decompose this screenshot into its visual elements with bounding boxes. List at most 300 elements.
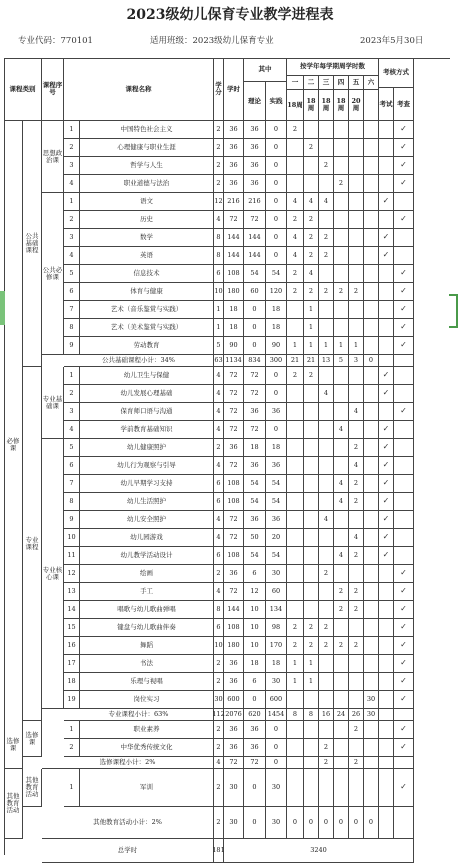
row-t5 xyxy=(349,319,364,337)
row-hours: 72 xyxy=(224,757,244,769)
row-hours: 144 xyxy=(224,229,244,247)
row-course-name: 幼儿园游戏 xyxy=(80,529,214,547)
row-t2 xyxy=(304,121,319,139)
row-exam xyxy=(379,265,394,283)
row-t4 xyxy=(334,565,349,583)
row-t2: 4 xyxy=(304,265,319,283)
row-t3 xyxy=(319,319,334,337)
row-t6 xyxy=(364,319,379,337)
subtotal-label: 公共基础课程小计：34% xyxy=(64,355,214,367)
row-t6 xyxy=(364,655,379,673)
row-t3 xyxy=(319,175,334,193)
row-theory: 0 xyxy=(244,319,266,337)
row-credit: 112 xyxy=(214,709,224,721)
group-major: 专业课程 xyxy=(23,367,42,721)
row-t3 xyxy=(319,457,334,475)
row-seq: 5 xyxy=(64,439,80,457)
row-t5 xyxy=(349,691,364,709)
row-t3 xyxy=(319,403,334,421)
row-t2: 1 xyxy=(304,337,319,355)
row-t4: 2 xyxy=(334,583,349,601)
row-theory: 0 xyxy=(244,691,266,709)
row-t2: 4 xyxy=(304,193,319,211)
row-course-name: 保育师口语与沟通 xyxy=(80,403,214,421)
row-exam: ✓ xyxy=(379,421,394,439)
row-hours: 36 xyxy=(224,175,244,193)
row-t2 xyxy=(304,601,319,619)
row-t6 xyxy=(364,265,379,283)
row-credit: 2 xyxy=(214,769,224,807)
header-check: 考查 xyxy=(394,88,414,121)
row-hours: 72 xyxy=(224,421,244,439)
row-exam xyxy=(379,691,394,709)
row-t4 xyxy=(334,139,349,157)
row-practice: 36 xyxy=(266,403,287,421)
row-exam: ✓ xyxy=(379,457,394,475)
row-exam: ✓ xyxy=(379,493,394,511)
row-t6 xyxy=(364,139,379,157)
row-credit: 63 xyxy=(214,355,224,367)
row-credit: 8 xyxy=(214,229,224,247)
row-check xyxy=(394,457,414,475)
row-hours: 18 xyxy=(224,301,244,319)
row-credit: 2 xyxy=(214,439,224,457)
row-t4: 0 xyxy=(334,807,349,839)
row-t5: 2 xyxy=(349,637,364,655)
row-t6 xyxy=(364,193,379,211)
header-weeks-1: 18周 xyxy=(287,90,304,121)
row-t4: 5 xyxy=(334,355,349,367)
row-exam xyxy=(379,337,394,355)
row-course-name: 幼儿卫生与保健 xyxy=(80,367,214,385)
row-seq: 7 xyxy=(64,301,80,319)
row-practice: 18 xyxy=(266,655,287,673)
row-t3: 13 xyxy=(319,355,334,367)
row-exam xyxy=(379,655,394,673)
row-t3 xyxy=(319,493,334,511)
row-practice: 170 xyxy=(266,637,287,655)
row-t6 xyxy=(364,721,379,739)
row-t5 xyxy=(349,175,364,193)
row-hours: 36 xyxy=(224,721,244,739)
header-weekly: 按学年每学期周学时数 xyxy=(287,58,379,76)
row-check: ✓ xyxy=(394,637,414,655)
row-exam: ✓ xyxy=(379,193,394,211)
row-hours: 1134 xyxy=(224,355,244,367)
header-term-5: 五 xyxy=(349,76,364,90)
row-course-name: 英语 xyxy=(80,247,214,265)
row-seq: 1 xyxy=(64,367,80,385)
row-theory: 0 xyxy=(244,807,266,839)
row-t1 xyxy=(287,301,304,319)
row-course-name: 手工 xyxy=(80,583,214,601)
row-check xyxy=(394,421,414,439)
row-t4: 2 xyxy=(334,283,349,301)
header-weeks-3: 18周 xyxy=(319,90,334,121)
row-t3 xyxy=(319,475,334,493)
row-t4 xyxy=(334,769,349,807)
row-t6 xyxy=(364,247,379,265)
row-seq: 10 xyxy=(64,529,80,547)
row-practice: 600 xyxy=(266,691,287,709)
row-credit: 4 xyxy=(214,757,224,769)
row-t5 xyxy=(349,193,364,211)
row-t2 xyxy=(304,385,319,403)
row-practice: 1454 xyxy=(266,709,287,721)
row-seq: 11 xyxy=(64,547,80,565)
row-t2 xyxy=(304,721,319,739)
row-t5: 0 xyxy=(349,807,364,839)
row-practice: 18 xyxy=(266,319,287,337)
row-theory: 36 xyxy=(244,175,266,193)
row-practice: 54 xyxy=(266,547,287,565)
row-t1 xyxy=(287,511,304,529)
row-theory: 18 xyxy=(244,439,266,457)
row-seq: 13 xyxy=(64,583,80,601)
row-hours: 72 xyxy=(224,403,244,421)
row-course-name: 乐理与视唱 xyxy=(80,673,214,691)
row-exam xyxy=(379,565,394,583)
row-t1: 21 xyxy=(287,355,304,367)
header-term-4: 四 xyxy=(334,76,349,90)
row-practice: 0 xyxy=(266,193,287,211)
row-t3 xyxy=(319,673,334,691)
row-t6 xyxy=(364,211,379,229)
row-theory: 54 xyxy=(244,265,266,283)
row-practice: 18 xyxy=(266,439,287,457)
row-practice: 36 xyxy=(266,457,287,475)
row-t3: 1 xyxy=(319,337,334,355)
row-credit: 4 xyxy=(214,211,224,229)
row-t4 xyxy=(334,655,349,673)
row-t3: 2 xyxy=(319,157,334,175)
header-credit: 学分 xyxy=(214,58,224,121)
row-t6 xyxy=(364,283,379,301)
row-hours: 36 xyxy=(224,655,244,673)
row-t2: 2 xyxy=(304,229,319,247)
row-practice: 20 xyxy=(266,529,287,547)
row-credit: 6 xyxy=(214,493,224,511)
row-t4 xyxy=(334,265,349,283)
row-course-name: 幼儿安全照护 xyxy=(80,511,214,529)
row-practice: 0 xyxy=(266,385,287,403)
row-t6 xyxy=(364,157,379,175)
row-t1: 2 xyxy=(287,283,304,301)
row-t3 xyxy=(319,211,334,229)
row-t4: 4 xyxy=(334,493,349,511)
row-t5: 2 xyxy=(349,547,364,565)
row-theory: 36 xyxy=(244,457,266,475)
row-theory: 620 xyxy=(244,709,266,721)
row-theory: 72 xyxy=(244,385,266,403)
row-seq: 4 xyxy=(64,175,80,193)
row-t3: 2 xyxy=(319,229,334,247)
row-t1: 1 xyxy=(287,673,304,691)
left-scroll-marker xyxy=(0,291,5,325)
header-seq: 课程序号 xyxy=(42,58,64,121)
row-t5: 2 xyxy=(349,493,364,511)
row-seq: 3 xyxy=(64,229,80,247)
row-exam xyxy=(379,673,394,691)
row-t5: 4 xyxy=(349,457,364,475)
row-check: ✓ xyxy=(394,265,414,283)
row-credit: 4 xyxy=(214,511,224,529)
row-practice: 54 xyxy=(266,493,287,511)
row-t6 xyxy=(364,421,379,439)
row-theory: 0 xyxy=(244,301,266,319)
row-check xyxy=(394,475,414,493)
row-check: ✓ xyxy=(394,403,414,421)
total-credit: 181 xyxy=(214,839,224,863)
row-t1: 1 xyxy=(287,337,304,355)
row-check xyxy=(394,709,414,721)
row-check xyxy=(394,511,414,529)
row-hours: 72 xyxy=(224,511,244,529)
row-seq: 1 xyxy=(64,121,80,139)
row-exam xyxy=(379,619,394,637)
row-exam: ✓ xyxy=(379,385,394,403)
row-t1 xyxy=(287,385,304,403)
group-other-inner: 其他教育活动 xyxy=(23,769,42,807)
row-hours: 72 xyxy=(224,385,244,403)
header-term-6: 六 xyxy=(364,76,379,90)
row-t4: 2 xyxy=(334,175,349,193)
row-t2: 2 xyxy=(304,637,319,655)
row-course-name: 幼儿教学活动设计 xyxy=(80,547,214,565)
row-t6 xyxy=(364,385,379,403)
row-theory: 36 xyxy=(244,721,266,739)
row-theory: 36 xyxy=(244,511,266,529)
row-t5: 2 xyxy=(349,583,364,601)
row-t5 xyxy=(349,367,364,385)
row-hours: 600 xyxy=(224,691,244,709)
header-weeks-4: 18周 xyxy=(334,90,349,121)
row-check: ✓ xyxy=(394,139,414,157)
row-hours: 90 xyxy=(224,337,244,355)
row-course-name: 艺术（音乐鉴赏与实践） xyxy=(80,301,214,319)
row-t2 xyxy=(304,583,319,601)
row-check: ✓ xyxy=(394,337,414,355)
row-course-name: 职业道德与法治 xyxy=(80,175,214,193)
total-hours: 3240 xyxy=(224,839,414,863)
header-name: 课程名称 xyxy=(64,58,214,121)
group-required: 必修课 xyxy=(4,121,23,769)
row-practice: 0 xyxy=(266,367,287,385)
row-t6 xyxy=(364,403,379,421)
row-t4: 4 xyxy=(334,475,349,493)
row-practice: 0 xyxy=(266,721,287,739)
row-course-name: 体育与健康 xyxy=(80,283,214,301)
row-t2 xyxy=(304,547,319,565)
row-t5: 2 xyxy=(349,475,364,493)
row-practice: 0 xyxy=(266,121,287,139)
row-t1 xyxy=(287,139,304,157)
row-t4 xyxy=(334,301,349,319)
row-check: ✓ xyxy=(394,175,414,193)
row-t6 xyxy=(364,757,379,769)
row-t3 xyxy=(319,121,334,139)
row-t6 xyxy=(364,739,379,757)
row-credit: 2 xyxy=(214,565,224,583)
row-t2: 1 xyxy=(304,673,319,691)
row-theory: 54 xyxy=(244,493,266,511)
row-t4 xyxy=(334,247,349,265)
row-t5: 2 xyxy=(349,439,364,457)
row-t3: 16 xyxy=(319,709,334,721)
row-seq: 4 xyxy=(64,247,80,265)
row-credit: 4 xyxy=(214,403,224,421)
row-exam xyxy=(379,403,394,421)
row-t5 xyxy=(349,421,364,439)
header-term-1: 一 xyxy=(287,76,304,90)
row-course-name: 语文 xyxy=(80,193,214,211)
row-t6 xyxy=(364,529,379,547)
row-t4: 4 xyxy=(334,421,349,439)
group-public: 公共基础课程 xyxy=(23,121,42,367)
row-t3 xyxy=(319,583,334,601)
row-practice: 30 xyxy=(266,807,287,839)
row-t1: 1 xyxy=(287,655,304,673)
row-check xyxy=(394,193,414,211)
row-seq: 4 xyxy=(64,421,80,439)
row-t6 xyxy=(364,493,379,511)
row-check: ✓ xyxy=(394,583,414,601)
row-t3 xyxy=(319,769,334,807)
row-t4 xyxy=(334,439,349,457)
header-term-3: 三 xyxy=(319,76,334,90)
row-t4: 24 xyxy=(334,709,349,721)
row-seq: 2 xyxy=(64,211,80,229)
row-theory: 60 xyxy=(244,283,266,301)
row-t6: 30 xyxy=(364,691,379,709)
row-t2: 21 xyxy=(304,355,319,367)
row-theory: 18 xyxy=(244,655,266,673)
row-practice: 134 xyxy=(266,601,287,619)
row-t2: 2 xyxy=(304,139,319,157)
subtotal-label: 专业课程小计：63% xyxy=(64,709,214,721)
row-t1: 4 xyxy=(287,193,304,211)
row-theory: 54 xyxy=(244,475,266,493)
row-course-name: 劳动教育 xyxy=(80,337,214,355)
row-exam xyxy=(379,757,394,769)
row-check: ✓ xyxy=(394,691,414,709)
row-t6 xyxy=(364,619,379,637)
row-credit: 6 xyxy=(214,265,224,283)
row-t3: 2 xyxy=(319,757,334,769)
row-t4: 1 xyxy=(334,337,349,355)
row-credit: 8 xyxy=(214,247,224,265)
row-hours: 36 xyxy=(224,739,244,757)
row-t6 xyxy=(364,175,379,193)
row-t4 xyxy=(334,403,349,421)
row-t3 xyxy=(319,547,334,565)
selection-handle[interactable] xyxy=(449,294,458,328)
row-credit: 4 xyxy=(214,583,224,601)
row-t1: 2 xyxy=(287,211,304,229)
row-hours: 72 xyxy=(224,529,244,547)
row-t3: 2 xyxy=(319,283,334,301)
row-hours: 36 xyxy=(224,139,244,157)
row-t4 xyxy=(334,511,349,529)
row-t6 xyxy=(364,475,379,493)
row-check: ✓ xyxy=(394,721,414,739)
row-course-name: 职业素养 xyxy=(80,721,214,739)
row-t6 xyxy=(364,769,379,807)
row-seq: 18 xyxy=(64,673,80,691)
row-t1 xyxy=(287,403,304,421)
row-exam xyxy=(379,121,394,139)
row-t1 xyxy=(287,757,304,769)
row-t3: 2 xyxy=(319,565,334,583)
row-t2 xyxy=(304,403,319,421)
row-hours: 36 xyxy=(224,439,244,457)
row-practice: 18 xyxy=(266,301,287,319)
row-seq: 8 xyxy=(64,493,80,511)
row-exam: ✓ xyxy=(379,247,394,265)
row-exam xyxy=(379,211,394,229)
row-course-name: 军训 xyxy=(80,769,214,807)
row-hours: 2076 xyxy=(224,709,244,721)
row-practice: 60 xyxy=(266,583,287,601)
document-date: 2023年5月30日 xyxy=(360,36,424,46)
row-seq: 2 xyxy=(64,139,80,157)
row-credit: 30 xyxy=(214,691,224,709)
row-theory: 12 xyxy=(244,583,266,601)
row-credit: 2 xyxy=(214,175,224,193)
row-t5 xyxy=(349,673,364,691)
group-elective-inner: 选修课 xyxy=(23,721,42,757)
row-t2 xyxy=(304,493,319,511)
row-t3 xyxy=(319,301,334,319)
row-t5 xyxy=(349,247,364,265)
row-practice: 30 xyxy=(266,769,287,807)
row-practice: 0 xyxy=(266,421,287,439)
row-hours: 72 xyxy=(224,457,244,475)
row-hours: 36 xyxy=(224,673,244,691)
header-weeks-2: 18周 xyxy=(304,90,319,121)
row-theory: 72 xyxy=(244,211,266,229)
row-t1: 4 xyxy=(287,229,304,247)
row-t5 xyxy=(349,121,364,139)
row-exam xyxy=(379,807,394,839)
group-major-basic: 专业基础课 xyxy=(42,367,64,439)
row-t4 xyxy=(334,367,349,385)
row-seq: 2 xyxy=(64,739,80,757)
row-t4 xyxy=(334,529,349,547)
subtotal-label: 选修课程小计：2% xyxy=(42,757,214,769)
row-seq: 1 xyxy=(64,193,80,211)
row-theory: 6 xyxy=(244,673,266,691)
row-t2 xyxy=(304,175,319,193)
row-seq: 15 xyxy=(64,619,80,637)
row-practice: 54 xyxy=(266,265,287,283)
row-theory: 54 xyxy=(244,547,266,565)
row-hours: 36 xyxy=(224,565,244,583)
row-t2 xyxy=(304,511,319,529)
row-check: ✓ xyxy=(394,769,414,807)
row-t1 xyxy=(287,739,304,757)
row-theory: 10 xyxy=(244,637,266,655)
row-course-name: 艺术（美术鉴赏与实践） xyxy=(80,319,214,337)
row-seq: 3 xyxy=(64,157,80,175)
row-credit: 4 xyxy=(214,529,224,547)
row-hours: 36 xyxy=(224,121,244,139)
row-t5: 2 xyxy=(349,601,364,619)
row-credit: 10 xyxy=(214,637,224,655)
row-credit: 5 xyxy=(214,337,224,355)
header-exam: 考试 xyxy=(379,88,394,121)
row-t5 xyxy=(349,211,364,229)
